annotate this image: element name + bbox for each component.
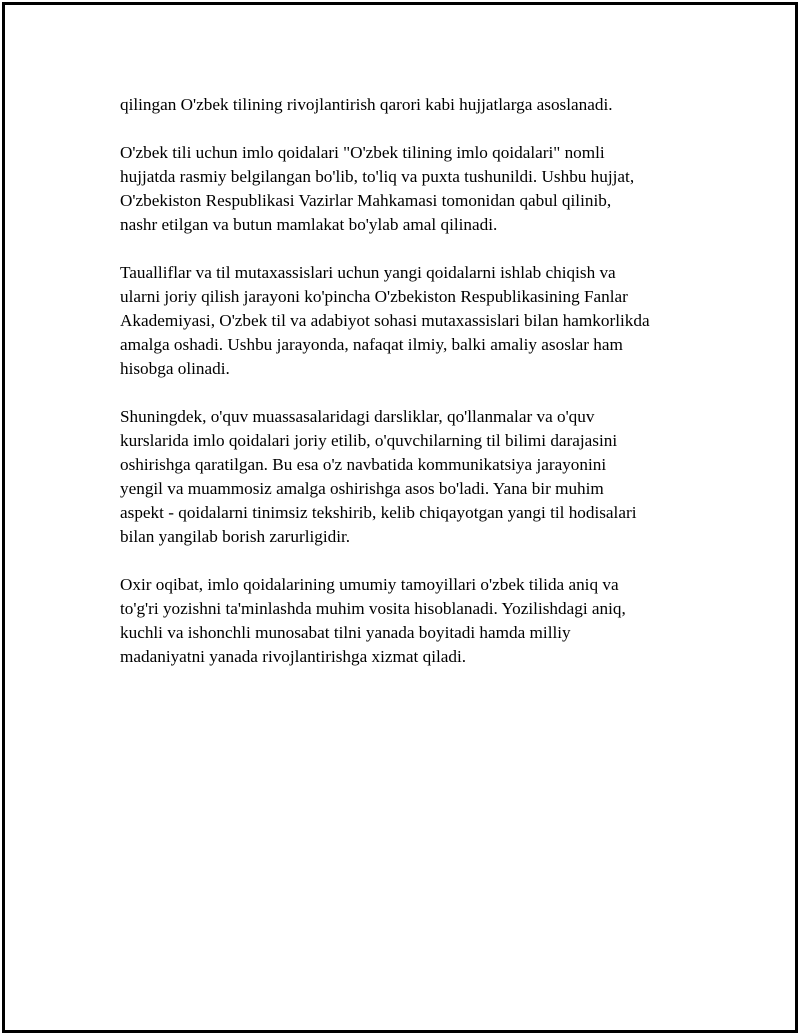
paragraph-5 xyxy=(120,573,720,669)
text-line: hujjatda rasmiy belgilangan bo'lib, to'liq va puxta tushunildi. Ushbu hujjat, xyxy=(120,167,635,186)
text-line: hisobga olinadi. xyxy=(120,359,230,378)
text-line: to'g'ri yozishni ta'minlashda muhim vosita hisoblanadi. Yozilishdagi aniq, xyxy=(120,599,626,618)
text-line: O'zbekiston Respublikasi Vazirlar Mahkamasi tomonidan qabul qilinib, xyxy=(120,191,612,210)
text-line: kurslarida imlo qoidalari joriy etilib, o'quvchilarning til bilimi darajasini xyxy=(120,431,618,450)
text-line: yengil va muammosiz amalga oshirishga asos bo'ladi. Yana bir muhim xyxy=(120,479,604,498)
text-line: Oxir oqibat, imlo qoidalarining umumiy tamoyillari o'zbek tilida aniq va xyxy=(120,575,619,594)
text-line: O'zbek tili uchun imlo qoidalari "O'zbek tilining imlo qoidalari" nomli xyxy=(120,143,605,162)
text-line: aspekt - qoidalarni tinimsiz tekshirib, kelib chiqayotgan yangi til hodisalari xyxy=(120,503,637,522)
text-line: ularni joriy qilish jarayoni ko'pincha O'zbekiston Respublikasining Fanlar xyxy=(120,287,628,306)
text-line: Shuningdek, o'quv muassasalaridagi darsliklar, qo'llanmalar va o'quv xyxy=(120,407,595,426)
text-line: bilan yangilab borish zarurligidir. xyxy=(120,527,351,546)
text-line: Akademiyasi, O'zbek til va adabiyot sohasi mutaxassislari bilan hamkorlikda xyxy=(120,311,650,330)
paragraph-1 xyxy=(120,93,720,117)
paragraph-4 xyxy=(120,405,720,549)
page-frame xyxy=(2,2,798,1033)
text-line: oshirishga qaratilgan. Bu esa o'z navbatida kommunikatsiya jarayonini xyxy=(120,455,607,474)
text-line: qilingan O'zbek tilining rivojlantirish qarori kabi hujjatlarga asoslanadi. xyxy=(120,95,613,114)
text-line: amalga oshadi. Ushbu jarayonda, nafaqat ilmiy, balki amaliy asoslar ham xyxy=(120,335,623,354)
paragraph-3 xyxy=(120,261,720,381)
text-line: kuchli va ishonchli munosabat tilni yanada boyitadi hamda milliy xyxy=(120,623,571,642)
text-line: Taualliflar va til mutaxassislari uchun yangi qoidalarni ishlab chiqish va xyxy=(120,263,616,282)
text-line: madaniyatni yanada rivojlantirishga xizmat qiladi. xyxy=(120,647,467,666)
paragraph-2 xyxy=(120,141,720,237)
text-line: nashr etilgan va butun mamlakat bo'ylab amal qilinadi. xyxy=(120,215,498,234)
document-body xyxy=(120,93,720,693)
